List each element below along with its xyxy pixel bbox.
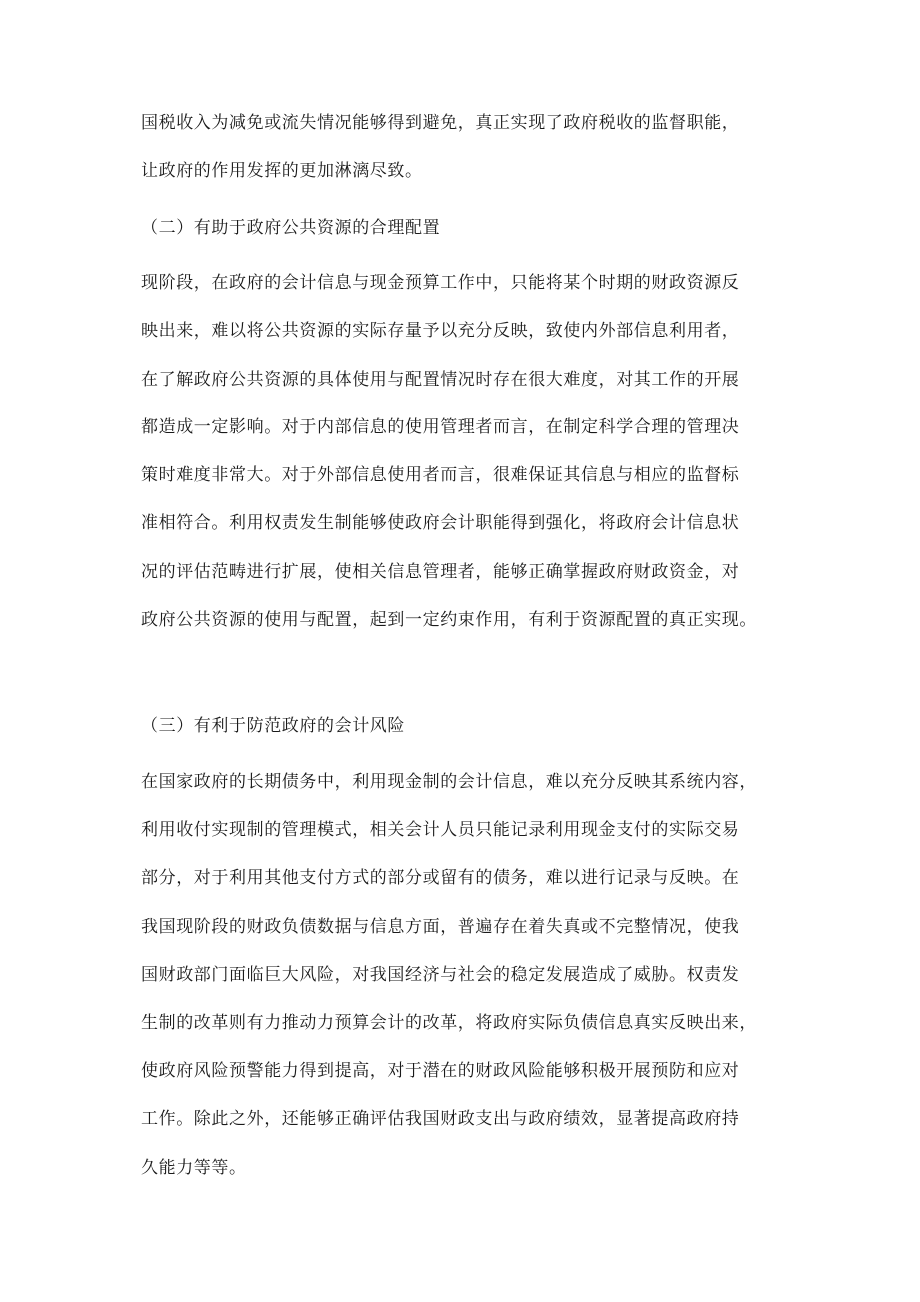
- body-text-line: 利用收付实现制的管理模式，相关会计人员只能记录利用现金支付的实际交易: [141, 820, 740, 840]
- body-text-line: 映出来，难以将公共资源的实际存量予以充分反映，致使内外部信息利用者，: [141, 321, 740, 341]
- body-text-line: 都造成一定影响。对于内部信息的使用管理者而言，在制定科学合理的管理决: [141, 417, 740, 437]
- section-heading-2: （二）有助于政府公共资源的合理配置: [141, 218, 441, 238]
- body-text-line: 国税收入为减免或流失情况能够得到避免，真正实现了政府税收的监督职能，: [141, 113, 740, 133]
- body-text-line: 策时难度非常大。对于外部信息使用者而言，很难保证其信息与相应的监督标: [141, 465, 740, 485]
- section-heading-3: （三）有利于防范政府的会计风险: [141, 716, 405, 736]
- body-text-line: 政府公共资源的使用与配置，起到一定约束作用，有利于资源配置的真正实现。: [141, 610, 757, 630]
- body-text-line: 让政府的作用发挥的更加淋漓尽致。: [141, 161, 423, 181]
- body-text-line: 我国现阶段的财政负债数据与信息方面，普遍存在着失真或不完整情况，使我: [141, 917, 740, 937]
- body-text-line: 况的评估范畴进行扩展，使相关信息管理者，能够正确掌握政府财政资金，对: [141, 562, 740, 582]
- body-text-line: 久能力等等。: [141, 1158, 247, 1178]
- body-text-line: 在国家政府的长期债务中，利用现金制的会计信息，难以充分反映其系统内容，: [141, 772, 757, 792]
- body-text-line: 工作。除此之外，还能够正确评估我国财政支出与政府绩效，显著提高政府持: [141, 1109, 740, 1129]
- body-text-line: 现阶段，在政府的会计信息与现金预算工作中，只能将某个时期的财政资源反: [141, 273, 740, 293]
- body-text-line: 准相符合。利用权责发生制能够使政府会计职能得到强化，将政府会计信息状: [141, 513, 740, 533]
- body-text-line: 在了解政府公共资源的具体使用与配置情况时存在很大难度，对其工作的开展: [141, 370, 740, 390]
- body-text-line: 国财政部门面临巨大风险，对我国经济与社会的稳定发展造成了威胁。权责发: [141, 965, 740, 985]
- body-text-line: 部分，对于利用其他支付方式的部分或留有的债务，难以进行记录与反映。在: [141, 868, 740, 888]
- body-text-line: 生制的改革则有力推动力预算会计的改革，将政府实际负债信息真实反映出来，: [141, 1013, 757, 1033]
- body-text-line: 使政府风险预警能力得到提高，对于潜在的财政风险能够积极开展预防和应对: [141, 1061, 740, 1081]
